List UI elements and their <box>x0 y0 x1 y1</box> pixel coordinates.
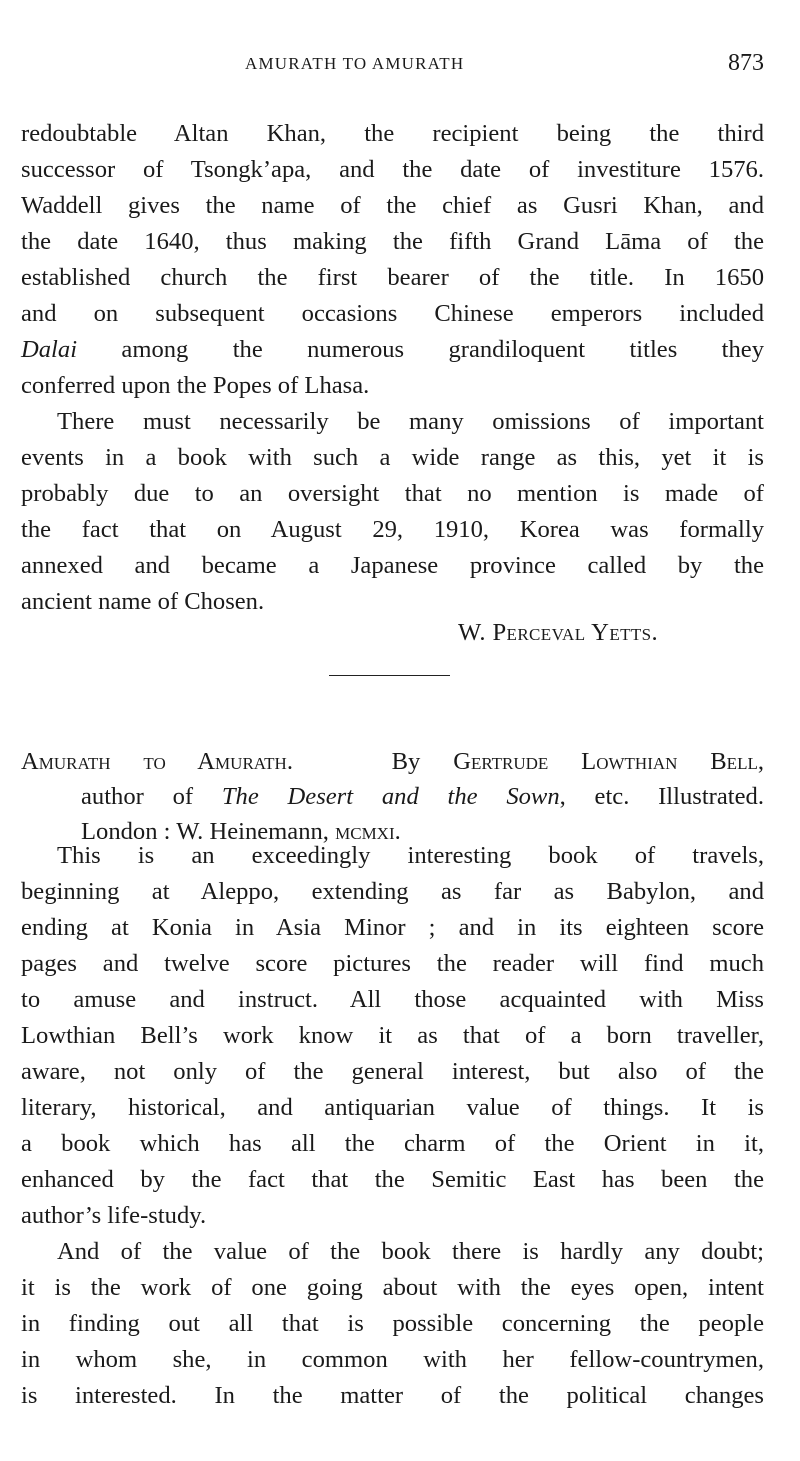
text-line: conferred upon the Popes of Lhasa. <box>21 372 370 399</box>
by-label: By <box>391 748 421 775</box>
text-line: ancient name of Chosen. <box>21 588 265 615</box>
review1-signature: W. Perceval Yetts. <box>458 619 659 646</box>
review1-paragraph2 <box>21 404 764 620</box>
text-line: in finding out all that is possible concerning the people <box>21 1310 764 1337</box>
text-line: literary, historical, and antiquarian value of things. It is <box>21 1094 764 1121</box>
text-line: And of the value of the book there is hardly any doubt; <box>57 1238 764 1265</box>
text-line: aware, not only of the general interest, but also of the <box>21 1058 764 1085</box>
citation-text: author of <box>81 783 222 810</box>
text-line: it is the work of one going about with the eyes open, intent <box>21 1274 764 1301</box>
text-line: enhanced by the fact that the Semitic East has been the <box>21 1166 764 1193</box>
review1-paragraph1 <box>21 116 764 404</box>
text-line: the fact that on August 29, 1910, Korea was formally <box>21 516 764 543</box>
italic-term-dalai: Dalai <box>21 336 78 363</box>
text-line: probably due to an oversight that no mention is made of <box>21 480 764 507</box>
text-line-rest: among the numerous grandiloquent titles they <box>77 336 764 363</box>
book-author: Gertrude Lowthian Bell, <box>453 748 764 775</box>
page-number: 873 <box>728 50 764 76</box>
text-line: established church the first bearer of the title. In 1650 <box>21 264 764 291</box>
citation-line <box>21 779 764 814</box>
publication-year: mcmxi. <box>335 818 401 845</box>
review2-paragraph2 <box>21 1234 764 1414</box>
publisher: London : W. Heinemann, <box>81 818 336 845</box>
text-line: the date 1640, thus making the fifth Grand Lāma of the <box>21 228 764 255</box>
text-line: This is an exceedingly interesting book of travels, <box>57 842 764 869</box>
running-title: AMURATH TO AMURATH <box>245 54 465 73</box>
text-line <box>21 332 764 368</box>
citation-line <box>21 744 764 779</box>
text-line: ending at Konia in Asia Minor ; and in its eighteen score <box>21 914 764 941</box>
text-line: There must necessarily be many omissions of important <box>57 408 764 435</box>
text-line: Waddell gives the name of the chief as Gusri Khan, and <box>21 192 764 219</box>
running-head <box>0 52 800 82</box>
text-line: successor of Tsongk’apa, and the date of investiture 1576. <box>21 156 764 183</box>
text-line: annexed and became a Japanese province called by the <box>21 552 764 579</box>
text-line: events in a book with such a wide range as this, yet it is <box>21 444 764 471</box>
text-line: redoubtable Altan Khan, the recipient being the third <box>21 120 764 147</box>
referenced-work-title: The Desert and the Sown <box>221 783 560 810</box>
review2-citation <box>21 744 764 849</box>
text-line: is interested. In the matter of the political changes <box>21 1382 764 1409</box>
text-line: pages and twelve score pictures the reader will find much <box>21 950 764 977</box>
text-line: and on subsequent occasions Chinese emperors included <box>21 300 764 327</box>
text-line: a book which has all the charm of the Orient in it, <box>21 1130 764 1157</box>
review2-paragraph1 <box>21 838 764 1234</box>
text-line: beginning at Aleppo, extending as far as Babylon, and <box>21 878 764 905</box>
section-divider <box>329 675 450 676</box>
text-line: to amuse and instruct. All those acquainted with Miss <box>21 986 764 1013</box>
text-line: in whom she, in common with her fellow-countrymen, <box>21 1346 764 1373</box>
citation-text: , etc. Illustrated. <box>559 783 764 810</box>
book-title: Amurath to Amurath. <box>21 748 293 775</box>
text-line: Lowthian Bell’s work know it as that of a born traveller, <box>21 1022 764 1049</box>
text-line: author’s life-study. <box>21 1202 207 1229</box>
